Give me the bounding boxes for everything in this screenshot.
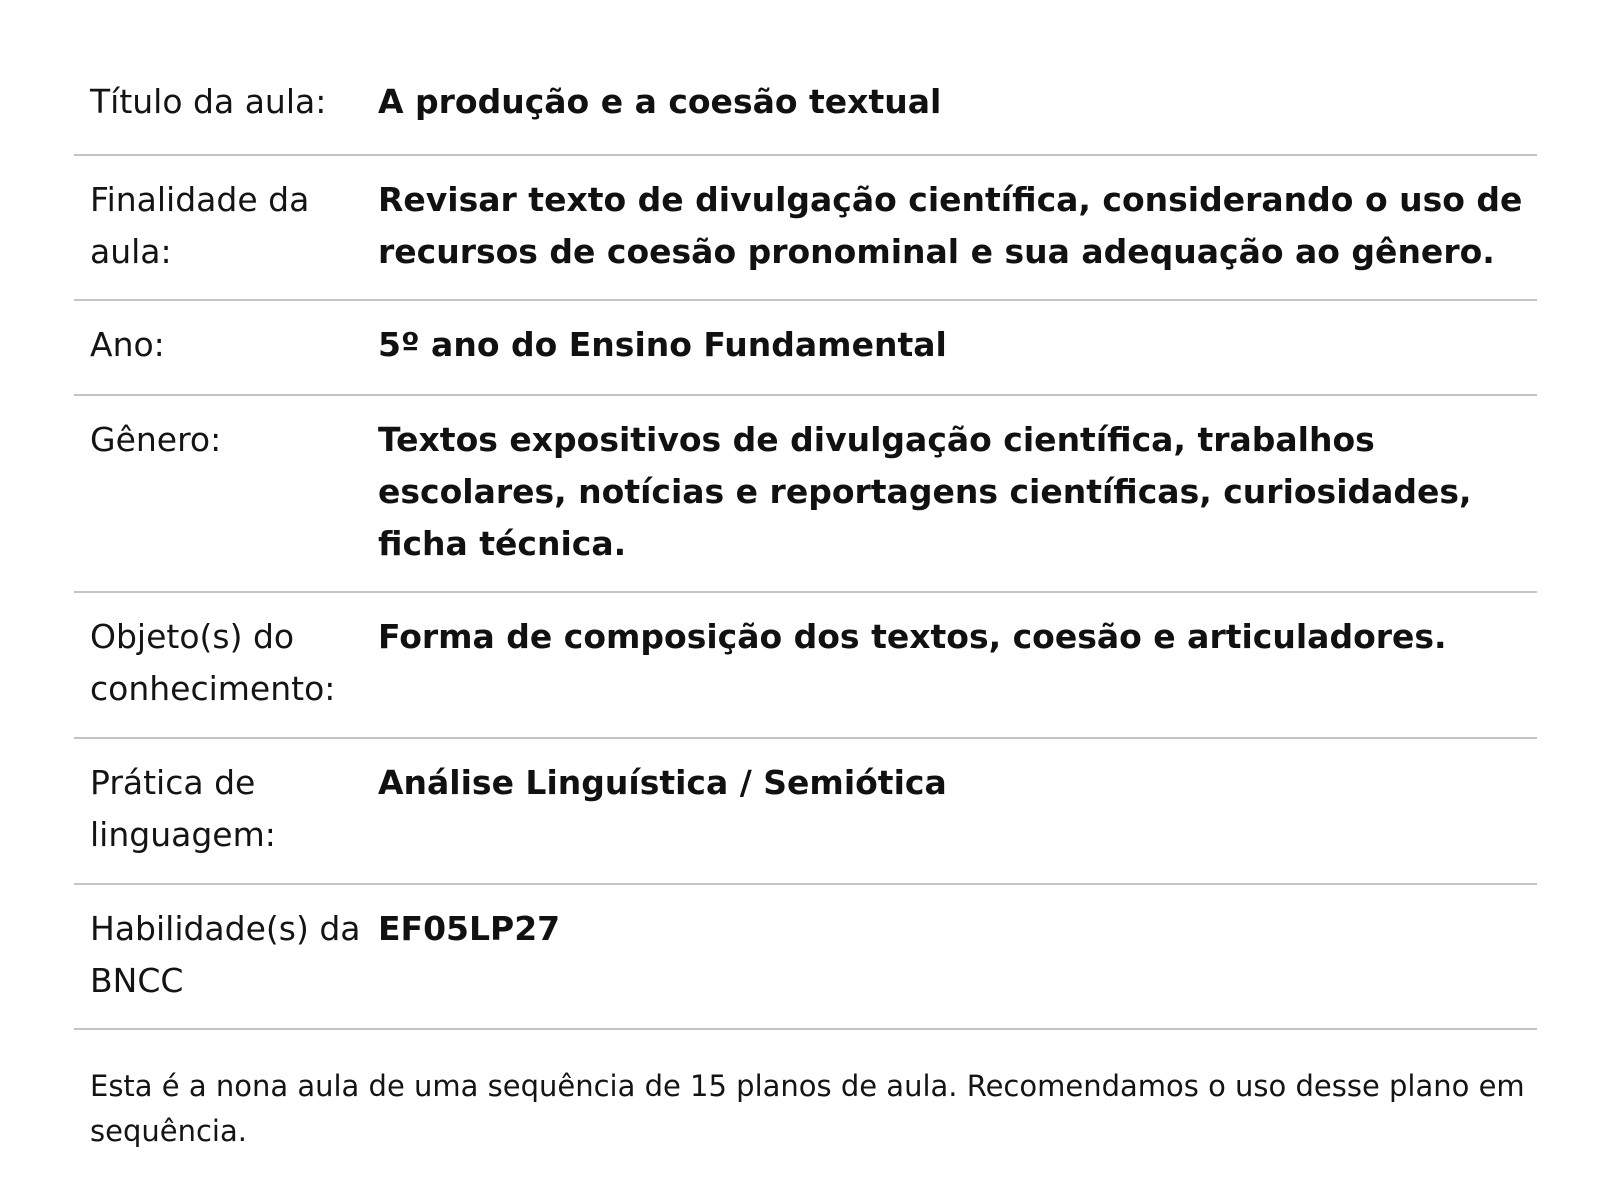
row-label: Objeto(s) do conhecimento: [90, 617, 336, 708]
row-genre [74, 396, 1537, 593]
row-value: Forma de composição dos textos, coesão e articuladores. [378, 617, 1447, 656]
row-label: Ano: [90, 325, 165, 364]
row-label: Gênero: [90, 420, 222, 459]
row-language-practice [74, 739, 1537, 885]
row-lesson-purpose [74, 156, 1537, 301]
row-value: 5º ano do Ensino Fundamental [378, 325, 947, 364]
row-school-year [74, 301, 1537, 396]
row-label: Título da aula: [90, 82, 327, 121]
row-label: Prática de linguagem: [90, 763, 276, 854]
row-value: A produção e a coesão textual [378, 82, 942, 121]
row-bncc-skills [74, 885, 1537, 1030]
row-knowledge-objects [74, 593, 1537, 739]
lesson-info-table [74, 54, 1537, 1030]
row-label: Habilidade(s) da BNCC [90, 909, 361, 1000]
row-value: Textos expositivos de divulgação científica, trabalhos escolares, notícias e reportagens científicas, curiosidades, ficha técnica. [378, 420, 1472, 563]
row-value: Análise Linguística / Semiótica [378, 763, 947, 802]
row-lesson-title [74, 54, 1537, 156]
row-value: Revisar texto de divulgação científica, considerando o uso de recursos de coesão pronominal e sua adequação ao gênero. [378, 180, 1523, 271]
row-label: Finalidade da aula: [90, 180, 310, 271]
sequence-footnote: Esta é a nona aula de uma sequência de 15 planos de aula. Recomendamos o uso desse plano em sequência. [90, 1069, 1525, 1148]
row-value: EF05LP27 [378, 909, 561, 948]
